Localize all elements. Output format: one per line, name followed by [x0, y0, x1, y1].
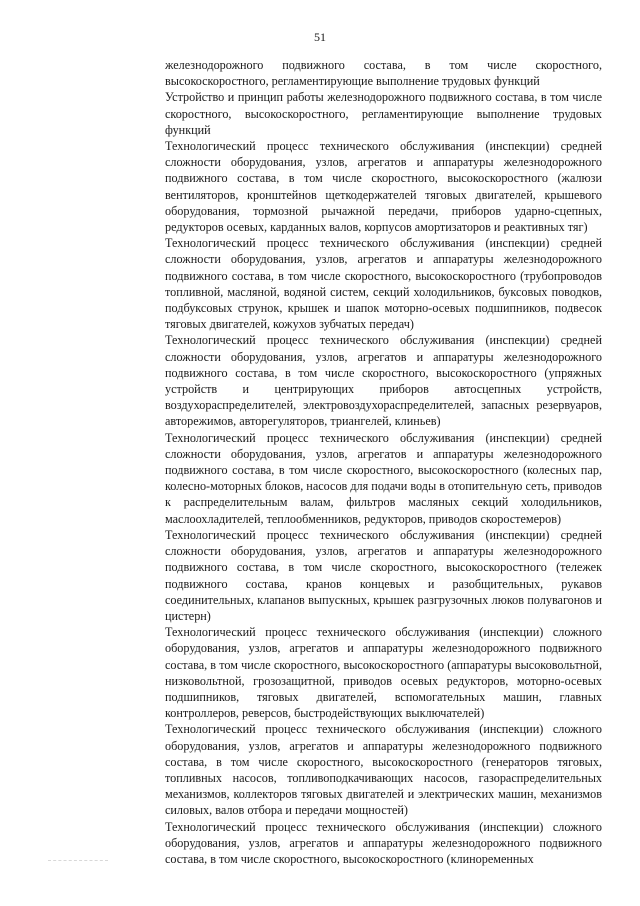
- paragraph-complex-maintenance-generators: Технологический процесс технического обслуживания (инспекции) сложного оборудования, узлов, агрегатов и аппаратуры железнодорожного подвижного состава, в том числе скоростного, высокоскоростного (генераторов тяговых, топливных насосов, топливоподкачивающих насосов, газораспределительных механизмов, коллекторов тяговых двигателей и электрических машин, механизмов силовых, валов отбора и передачи мощностей): [165, 722, 602, 818]
- paragraph-complex-maintenance-belts: Технологический процесс технического обслуживания (инспекции) сложного оборудования, узлов, агрегатов и аппаратуры железнодорожного подвижного состава, в том числе скоростного, высокоскоростного (клиноременных: [165, 819, 602, 866]
- paragraph-continuation: железнодорожного подвижного состава, в том числе скоростного, высокоскоростного, регламентирующие выполнение трудовых функций: [165, 58, 602, 89]
- document-body: [165, 57, 602, 867]
- paragraph-complex-maintenance-hv-equipment: Технологический процесс технического обслуживания (инспекции) сложного оборудования, узлов, агрегатов и аппаратуры железнодорожного подвижного состава, в том числе скоростного, высокоскоростного (аппаратуры высоковольтной, низковольтной, грозозащитной, приводов осевых редукторов, моторно-осевых подшипников, тяговых двигателей, вспомогательных машин, главных контроллеров, реверсов, быстродействующих выключателей): [165, 625, 602, 721]
- paragraph-rolling-stock-design: Устройство и принцип работы железнодорожного подвижного состава, в том числе скоростного, высокоскоростного, регламентирующие выполнение трудовых функций: [165, 90, 602, 137]
- paragraph-medium-maintenance-pipelines: Технологический процесс технического обслуживания (инспекции) средней сложности оборудования, узлов, агрегатов и аппаратуры железнодорожного подвижного состава, в том числе скоростного, высокоскоростного (трубопроводов топливной, масляной, водяной систем, секций холодильников, буксовых поводков, подбуксовых струнок, крышек и шапок моторно-осевых подшипников, подвесок тяговых двигателей, кожухов зубчатых передач): [165, 236, 602, 332]
- paragraph-medium-maintenance-bogies: Технологический процесс технического обслуживания (инспекции) средней сложности оборудования, узлов, агрегатов и аппаратуры железнодорожного подвижного состава, в том числе скоростного, высокоскоростного (тележек подвижного состава, кранов концевых и разобщительных, рукавов соединительных, клапанов выпускных, крышек разгрузочных люков полувагонов и цистерн): [165, 527, 602, 623]
- paragraph-medium-maintenance-couplers: Технологический процесс технического обслуживания (инспекции) средней сложности оборудования, узлов, агрегатов и аппаратуры железнодорожного подвижного состава, в том числе скоростного, высокоскоростного (упряжных устройств и центрирующих приборов автосцепных устройств, воздухораспределителей, электровоздухораспределителей, запасных резервуаров, авторежимов, авторегуляторов, триангелей, клиньев): [165, 333, 602, 429]
- page-number: 51: [314, 30, 326, 44]
- scan-margin-artifact: [48, 860, 108, 863]
- paragraph-medium-maintenance-wheelsets: Технологический процесс технического обслуживания (инспекции) средней сложности оборудования, узлов, агрегатов и аппаратуры железнодорожного подвижного состава, в том числе скоростного, высокоскоростного (колесных пар, колесно-моторных блоков, насосов для подачи воды в отопительную сеть, приводов к распределительным валам, фильтров масляных секций холодильников, маслоохладителей, теплообменников, редукторов, приводов скоростемеров): [165, 430, 602, 526]
- paragraph-medium-maintenance-louvers: Технологический процесс технического обслуживания (инспекции) средней сложности оборудования, узлов, агрегатов и аппаратуры железнодорожного подвижного состава, в том числе скоростного, высокоскоростного (жалюзи вентиляторов, кронштейнов щеткодержателей тяговых двигателей, крышевого оборудования, тормозной рычажной передачи, приборов ударно-сцепных, редукторов осевых, карданных валов, корпусов амортизаторов и реактивных тяг): [165, 139, 602, 235]
